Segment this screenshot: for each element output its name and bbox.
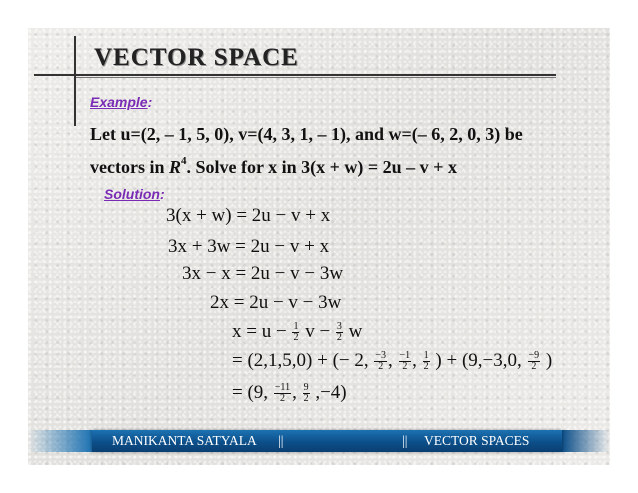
step-6-fraction-3: $\frac{1}{2}$ xyxy=(423,350,429,373)
step-7-fraction-2: $\frac{9}{2}$ xyxy=(303,382,309,405)
step-6-fraction-2: $\frac{-1}{2}$ xyxy=(399,350,411,373)
problem-R-exponent: 4 xyxy=(181,155,187,167)
step-5-post: w xyxy=(348,321,363,342)
footer-fade-left xyxy=(28,430,92,452)
step-5 xyxy=(232,321,362,343)
footer-separator-2: || xyxy=(402,433,408,448)
footer-topic: VECTOR SPACES xyxy=(424,433,530,448)
problem-line-1: Let u=(2, – 1, 5, 0), v=(4, 3, 1, – 1), and w=(– 6, 2, 0, 3) be xyxy=(90,124,523,144)
footer-author: MANIKANTA SATYALA xyxy=(112,433,257,448)
step-5-fraction-1: $\frac{1}{2}$ xyxy=(293,321,299,344)
step-7: = (9, $\frac{-11}{2}$ , $\frac{9}{2}$ ,−4) xyxy=(232,382,347,405)
step-6-fraction-4: $\frac{-9}{2}$ xyxy=(528,350,540,373)
step-7-a: = (9, xyxy=(232,382,269,403)
step-3: 3x − x = 2u − v − 3w xyxy=(182,263,344,284)
footer-separator-1: || xyxy=(278,433,284,448)
step-6-c: ) xyxy=(545,350,553,371)
problem-line-2-pre: vectors in xyxy=(90,157,169,177)
footer-bar xyxy=(92,430,562,452)
step-6-a: = (2,1,5,0) + (− 2, xyxy=(232,350,369,371)
step-7-b: ,−4) xyxy=(315,382,347,403)
problem-line-2-post: . Solve for x in 3(x + w) = 2u – v + x xyxy=(186,157,457,177)
step-2: 3x + 3w = 2u − v + x xyxy=(168,236,330,257)
step-1: 3(x + w) = 2u − v + x xyxy=(166,205,331,226)
step-5-mid: v − xyxy=(305,321,331,342)
footer-fade-right xyxy=(562,430,610,452)
step-7-fraction-1: $\frac{-11}{2}$ xyxy=(274,382,291,405)
example-label: Example: xyxy=(90,94,153,110)
solution-label: Solution: xyxy=(104,186,165,202)
title-horizontal-rule xyxy=(34,74,556,76)
step-6-fraction-1: $\frac{-3}{2}$ xyxy=(375,350,387,373)
title-horizontal-rule-shadow xyxy=(76,77,556,78)
problem-statement xyxy=(90,120,590,182)
step-5-pre: x = u − xyxy=(232,321,287,342)
problem-line-2 xyxy=(90,149,590,182)
title-vertical-rule xyxy=(74,36,76,126)
example-label-text: Example xyxy=(90,94,148,110)
step-6-b: ) + (9,−3,0, xyxy=(435,350,522,371)
slide-title: VECTOR SPACE xyxy=(94,44,299,71)
step-6: = (2,1,5,0) + (− 2, $\frac{-3}{2}$ , $\frac{-1}{2}$ , $\frac{1}{2}$ ) + (9,−3,0, $\frac{-9}{2}$ ) xyxy=(232,350,553,373)
solution-label-text: Solution xyxy=(104,186,160,202)
step-4: 2x = 2u − v − 3w xyxy=(210,292,342,313)
problem-R: R xyxy=(168,157,181,177)
step-5-fraction-2: $\frac{3}{2}$ xyxy=(336,321,342,344)
